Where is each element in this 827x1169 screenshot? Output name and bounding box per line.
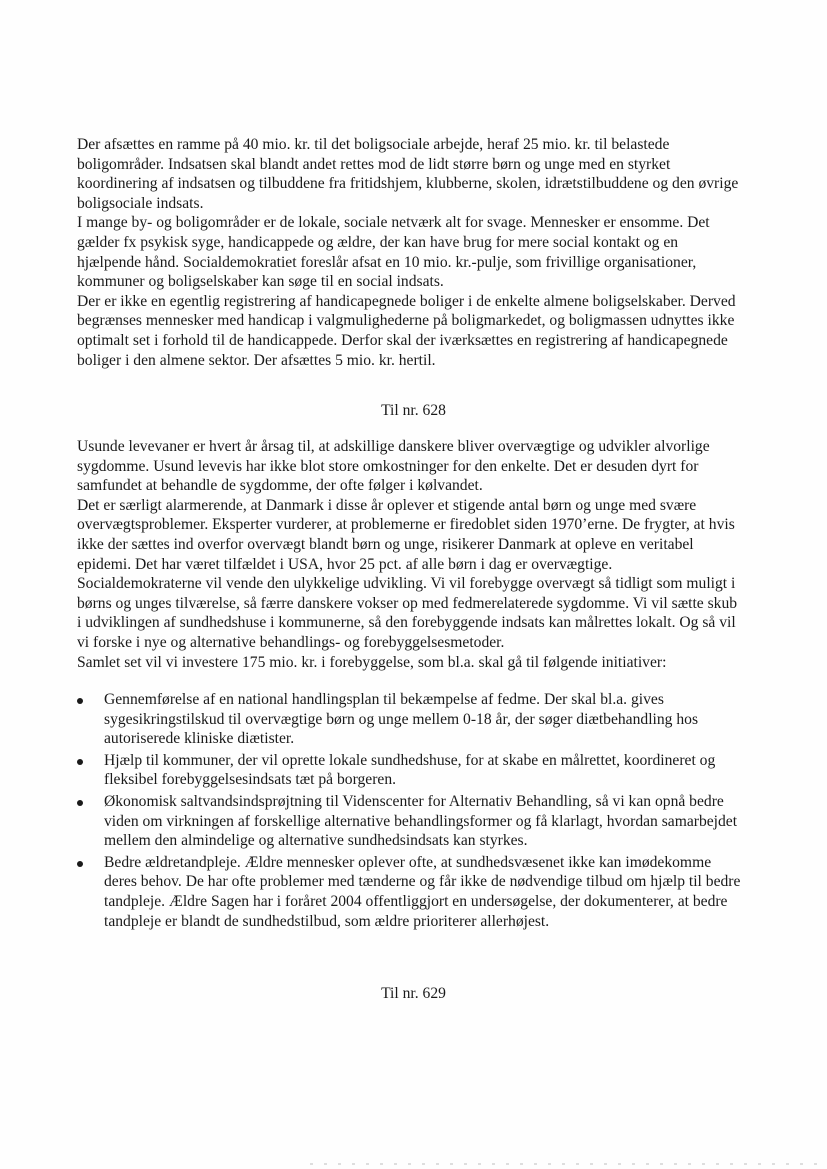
paragraph-usunde-levevaner: Usunde levevaner er hvert år årsag til, at adskillige danskere bliver overvægtige og udvikler alvorlige sygdomme. Usund levevis har ikke blot store omkostninger for den enkelte. Det er desuden dyrt for samfundet at behandle de sygdomme, der ofte følger i kølvandet. [77,438,710,495]
list-item-text: Hjælp til kommuner, der vil oprette lokale sundhedshuse, for at skabe en målrettet, koordineret og fleksibel forebyggelsesindsats tæt på borgeren. [104,751,716,789]
paragraph-handicapegnede-boliger: Der er ikke en egentlig registrering af handicapegnede boliger i de enkelte almene boligselskaber. Derved begrænses mennesker med handicap i valgmulighederne på boligmarkedet, og boligmassen udnyttes ikke optimalt set i forhold til de handicappede. Derfor skal der iværksættes en registrering af handicapegnede boliger i den almene sektor. Der afsættes 5 mio. kr. hertil. [77,292,736,369]
paragraph-boligsocial-ramme: Der afsættes en ramme på 40 mio. kr. til det boligsociale arbejde, heraf 25 mio. kr. til belastede boligområder. Indsatsen skal blandt andet rettes mod de lidt større børn og unge med en styrket koordinering af indsatsen og tilbuddene fra fritidshjem, klubberne, skolen, idrætstilbuddene og den øvrige boligsociale indsats. [77,136,739,212]
paragraph-overvaegt-boern: Det er særligt alarmerende, at Danmark i disse år oplever et stigende antal børn og unge med svære overvægtsproblemer. Eksperter vurderer, at problemerne er firedoblet siden 1970’erne. De frygter, at hvis ikke der sættes ind overfor overvægt blandt børn og unge, risikerer Danmark at opleve en veritabel epidemi. Det har været tilfældet i USA, hvor 25 pct. af alle børn i dag er overvægtige. [77,496,735,573]
list-item-text: Bedre ældretandpleje. Ældre mennesker oplever ofte, at sundhedsvæsenet ikke kan imødekomme deres behov. De har ofte problemer med tænderne og får ikke de nødvendige tilbud om hjælp til bedre tandpleje. Ældre Sagen har i foråret 2004 offentliggjort en undersøgelse, der dokumenterer, at bedre tandpleje er blandt de sundhedstilbud, som ældre prioriterer allerhøjest. [104,853,741,930]
paragraph-socialdemokraterne: Socialdemokraterne vil vende den ulykkelige udvikling. Vi vil forebygge overvægt så tidligt som muligt i børns og unges tilværelse, så færre danskere vokser op med fedmerelaterede sygdomme. Vi vil sætte skub i udviklingen af sundhedshuse i kommunerne, så den forebyggende indsats kan målrettes lokalt. Og så vil vi forske i nye og alternative behandlings- og forebyggelsesmetoder. [77,575,738,651]
list-item-text: Gennemførelse af en national handlingsplan til bekæmpelse af fedme. Der skal bl.a. gives sygesikringstilskud til overvægtige børn og unge mellem 0-18 år, der søger diætbehandling hos autoriserede kliniske diætister. [104,691,699,748]
scan-artifact [310,1163,820,1165]
list-item-text: Økonomisk saltvandsindsprøjtning til Videnscenter for Alternativ Behandling, så vi kan opnå bedre viden om virkningen af forskellige alternative behandlingsformer og få klarlagt, hvordan samarbejdet mellem den almindelige og alternative sundhedsindsats kan styrkes. [104,792,738,850]
section-heading-628: Til nr. 628 [381,402,446,419]
initiative-list [77,690,745,933]
bullet-icon [77,698,83,704]
list-item [77,690,745,749]
paragraph-sociale-netvaerk: I mange by- og boligområder er de lokale, sociale netværk alt for svage. Mennesker er ensomme. Det gælder fx psykisk syge, handicappede og ældre, der kan have brug for mere social kontakt og en hjælpende hånd. Socialdemokratiet foreslår afsat en 10 mio. kr.-pulje, som frivillige organisationer, kommuner og boligselskaber kan søge til en social indsats. [77,214,710,291]
section-heading-629: Til nr. 629 [381,985,446,1002]
forebyggelse-section [77,437,745,672]
bullet-icon [77,759,83,765]
list-item [77,751,745,790]
paragraph-investering: Samlet set vil vi investere 175 mio. kr. i forebyggelse, som bl.a. skal gå til følgende initiativer: [77,653,667,671]
bullet-icon [77,800,83,806]
boligsocial-section [77,135,745,370]
list-item [77,792,745,851]
bullet-icon [77,861,83,867]
list-item [77,853,745,931]
